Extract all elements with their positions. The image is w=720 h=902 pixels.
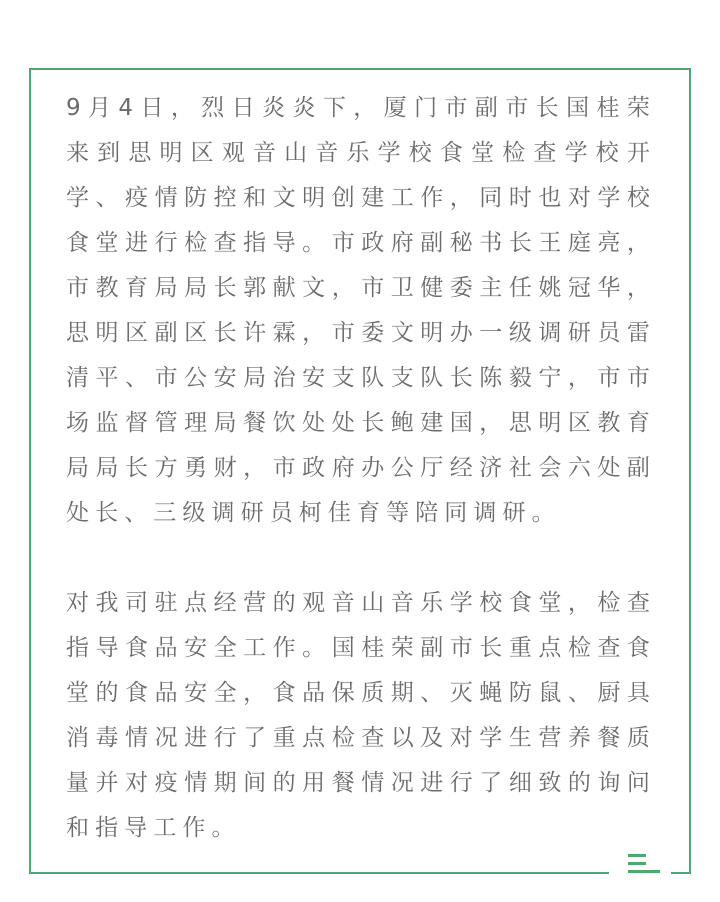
list-lines-icon [626,852,666,876]
article-body [66,86,656,851]
paragraph-1: 9月4日，烈日炎炎下，厦门市副市长国桂荣来到思明区观音山音乐学校食堂检查学校开学、疫情防控和文明创建工作，同时也对学校食堂进行检查指导。市政府副秘书长王庭亮，市教育局局长郭献文，市卫健委主任姚冠华，思明区副区长许霖，市委文明办一级调研员雷清平、市公安局治安支队支队长陈毅宁，市市场监督管理局餐饮处处长鲍建国，思明区教育局局长方勇财，市政府办公厅经济社会六处副处长、三级调研员柯佳育等陪同调研。 [66,95,656,526]
paragraph-2: 对我司驻点经营的观音山音乐学校食堂，检查指导食品安全工作。国桂荣副市长重点检查食堂的食品安全，食品保质期、灭蝇防鼠、厨具消毒情况进行了重点检查以及对学生营养餐质量并对疫情期间的用餐情况进行了细致的询问和指导工作。 [66,590,656,841]
